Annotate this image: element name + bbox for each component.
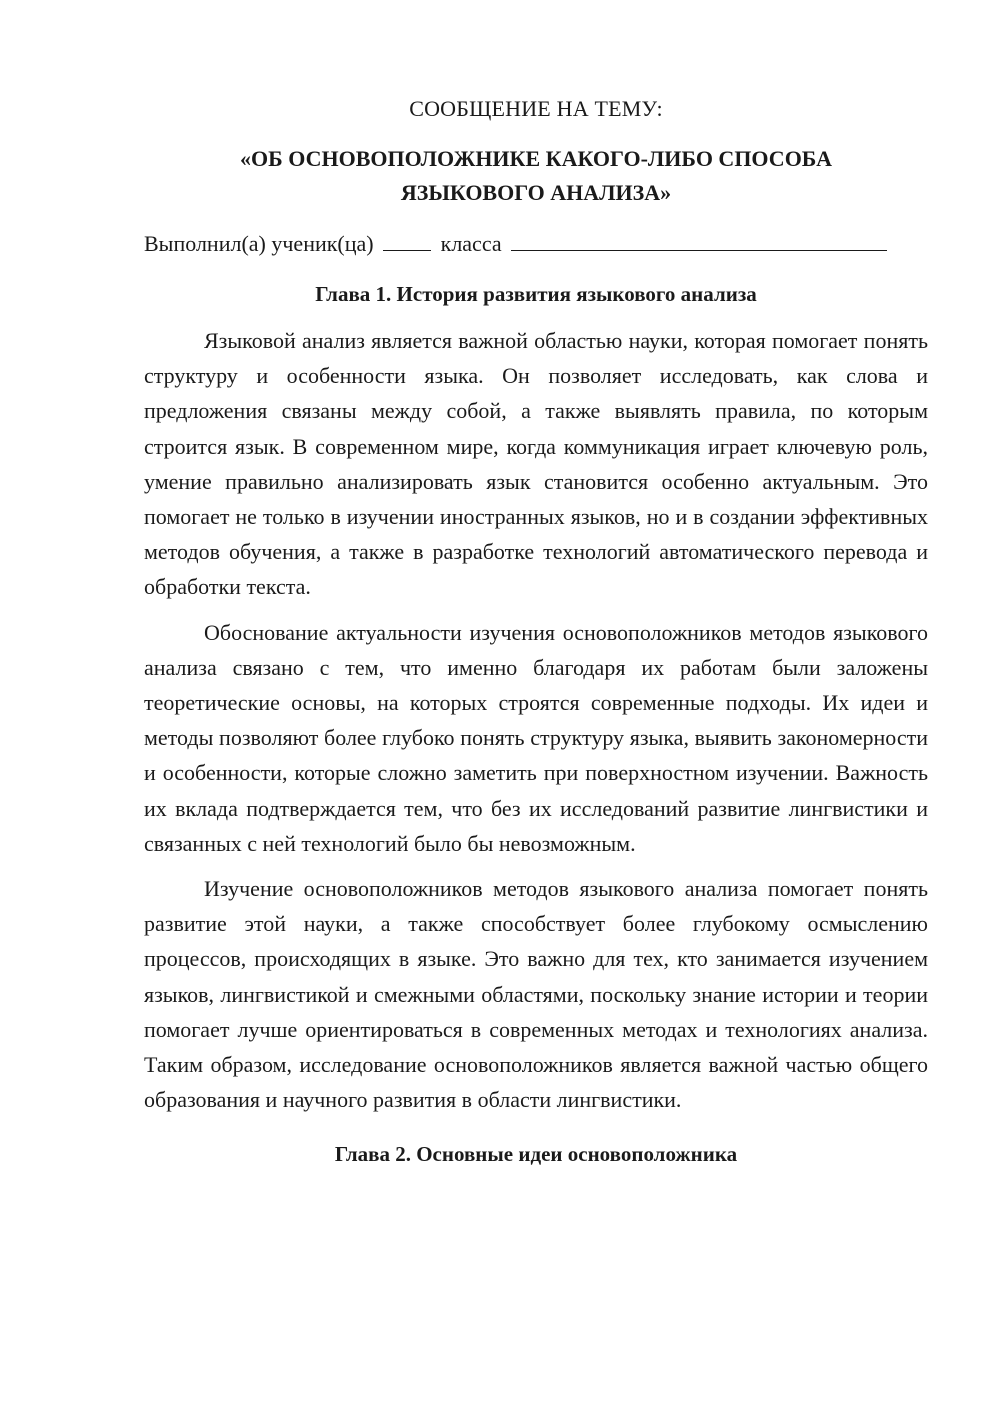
author-label: Выполнил(а) ученик(ца) (144, 231, 374, 256)
chapter-1-paragraph-2: Обоснование актуальности изучения основоположников методов языкового анализа связано с тем, что именно благодаря их работам были заложены теоретические основы, на которых строятся современные подходы. Их идеи и методы позволяют более глубоко понять структуру языка, выявить закономерности и особенности, которые сложно заметить при поверхностном изучении. Важность их вклада подтверждается тем, что без их исследований развитие лингвистики и связанных с ней технологий было бы невозможным. (144, 619, 928, 856)
author-line (144, 228, 928, 259)
chapter-2-heading: Глава 2. Основные идеи основоположника (334, 1142, 738, 1167)
class-number-blank (383, 228, 431, 251)
chapter-1-paragraph-1: Языковой анализ является важной областью науки, которая помогает понять структуру и особенности языка. Он позволяет исследовать, как слова и предложения связаны между собой, а также выявлять правила, по которым строится язык. В современном мире, когда коммуникация играет ключевую роль, умение правильно анализировать язык становится особенно актуальным. Это помогает не только в изучении иностранных языков, но и в создании эффективных методов обучения, а также в разработке технологий автоматического перевода и обработки текста. (144, 328, 928, 600)
document-page (144, 94, 928, 1183)
chapter-1-heading: Глава 1. История развития языкового анализа (315, 282, 757, 306)
document-title (144, 142, 928, 210)
chapter-1-paragraph-3: Изучение основоположников методов языкового анализа помогает понять развитие этой науки, а также способствует более глубокому осмыслению процессов, происходящих в языке. Это важно для тех, кто занимается изучением языков, лингвистикой и смежными областями, поскольку знание истории и теории помогает лучше ориентироваться в современных методах и технологиях анализа. Таким образом, исследование основоположников является важной частью общего образования и научного развития в области лингвистики. (144, 876, 928, 1113)
document-title-line-2: ЯЗЫКОВОГО АНАЛИЗА» (400, 180, 672, 205)
document-subject: СООБЩЕНИЕ НА ТЕМУ: (409, 96, 663, 121)
student-name-blank (511, 228, 887, 251)
class-label: класса (440, 231, 502, 256)
document-title-line-1: «ОБ ОСНОВОПОЛОЖНИКЕ КАКОГО-ЛИБО СПОСОБА (240, 146, 832, 171)
